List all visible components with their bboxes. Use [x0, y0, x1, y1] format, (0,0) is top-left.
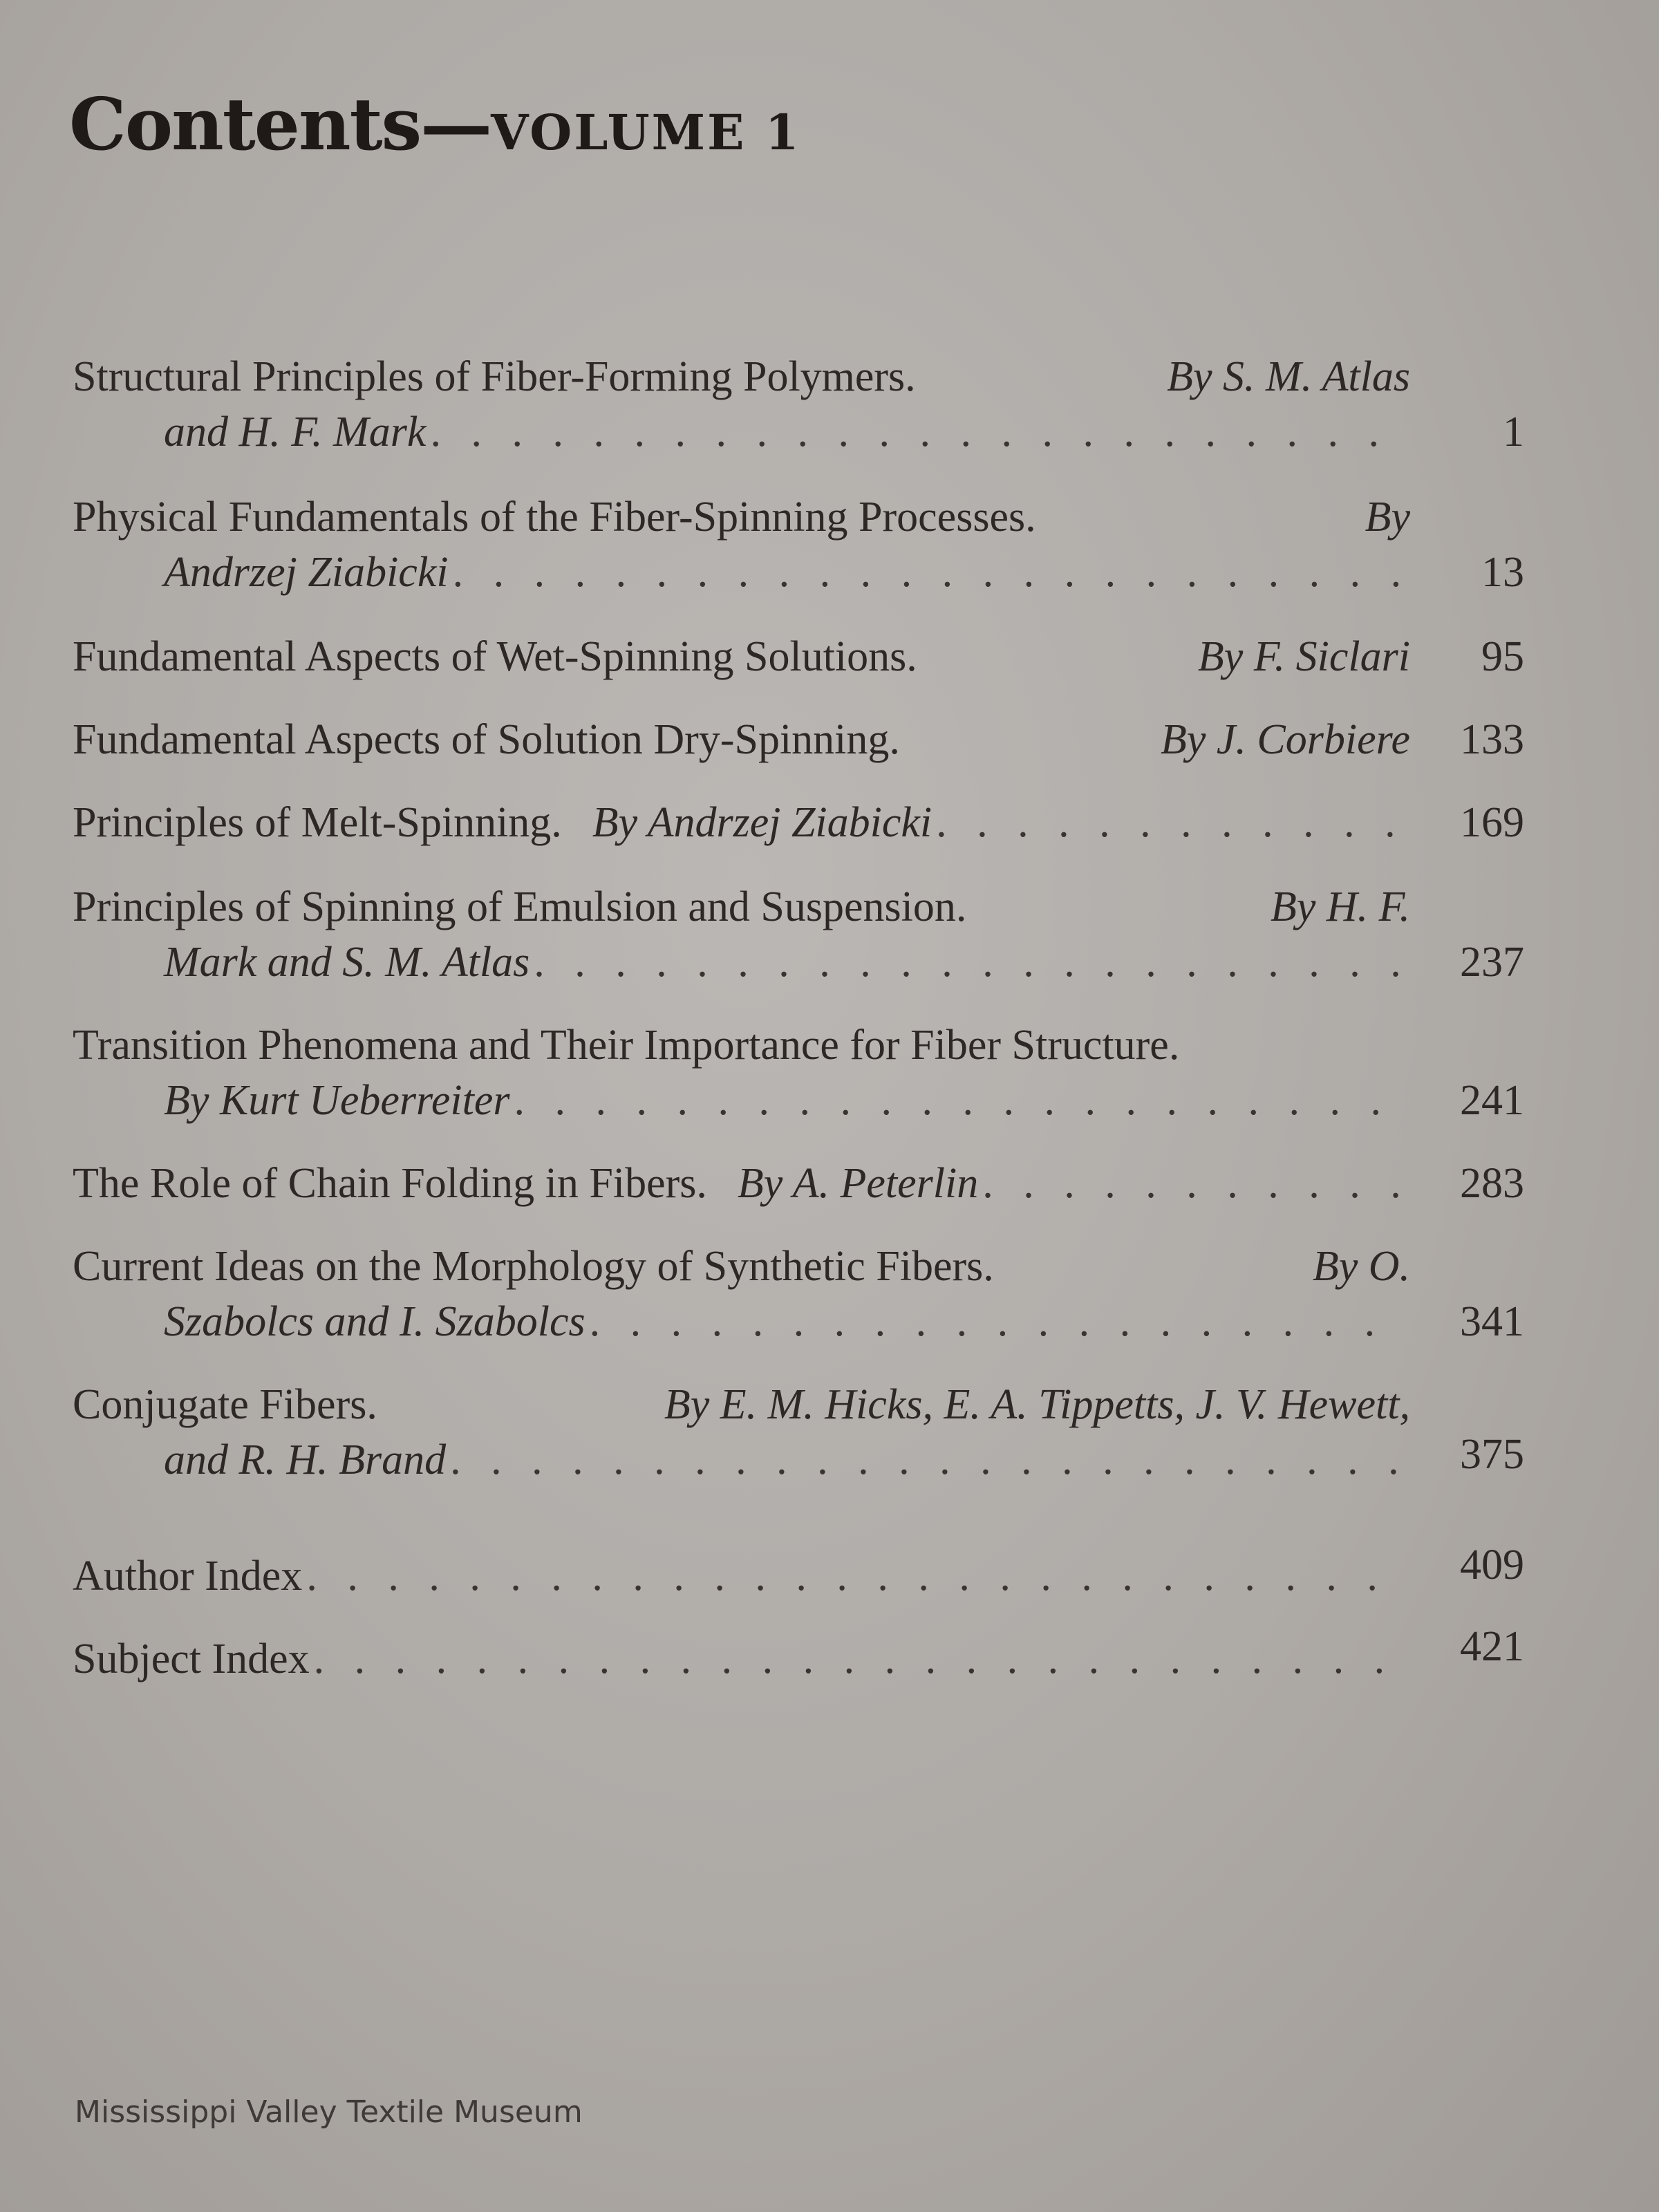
- toc-entry: [73, 795, 1410, 850]
- title-contents: Contents—: [69, 82, 491, 167]
- index-title: Subject Index: [73, 1635, 310, 1683]
- museum-watermark: Mississippi Valley Textile Museum: [75, 2094, 583, 2130]
- toc-entry: [73, 712, 1410, 767]
- index-entry: [73, 1548, 1410, 1604]
- entry-title: Fundamental Aspects of Solution Dry-Spinning.: [73, 716, 900, 763]
- entry-author: Andrzej Ziabicki: [164, 549, 449, 596]
- entry-page-number: 241: [1460, 1077, 1524, 1124]
- entry-title: Physical Fundamentals of the Fiber-Spinning Processes.: [73, 494, 1036, 541]
- toc-entry: [73, 349, 1410, 460]
- dot-leader: [590, 1294, 1402, 1349]
- dot-leader: [306, 1548, 1402, 1604]
- entry-title: Principles of Melt-Spinning.: [73, 799, 562, 846]
- toc-entry: [73, 1377, 1410, 1488]
- index-page-number: 421: [1460, 1623, 1524, 1670]
- entry-title: Structural Principles of Fiber-Forming Polymers.: [73, 353, 916, 400]
- entry-title: The Role of Chain Folding in Fibers.: [73, 1160, 707, 1207]
- entry-page-number: 133: [1460, 716, 1524, 763]
- entry-author: By: [1365, 494, 1410, 541]
- dot-leader: [430, 404, 1402, 460]
- dot-leader: [534, 935, 1402, 990]
- entry-author: By J. Corbiere: [1161, 716, 1410, 763]
- entry-page-number: 341: [1460, 1298, 1524, 1345]
- entry-author: By S. M. Atlas: [1167, 353, 1410, 400]
- entry-author: By A. Peterlin: [737, 1160, 979, 1207]
- entry-author: and R. H. Brand: [164, 1436, 447, 1483]
- toc-entry: [73, 1018, 1410, 1128]
- entry-author: Szabolcs and I. Szabolcs: [164, 1298, 585, 1345]
- dot-leader: [314, 1631, 1402, 1687]
- toc-entry: [73, 1156, 1410, 1211]
- entry-author: and H. F. Mark: [164, 409, 427, 456]
- dot-leader: [453, 545, 1402, 600]
- entry-title: Principles of Spinning of Emulsion and Suspension.: [73, 883, 967, 930]
- dot-leader: [450, 1432, 1402, 1488]
- entry-page-number: 283: [1460, 1160, 1524, 1207]
- entry-page-number: 1: [1503, 409, 1524, 456]
- toc-entry: [73, 879, 1410, 990]
- entry-author: By F. Siclari: [1197, 633, 1410, 680]
- entry-page-number: 375: [1460, 1431, 1524, 1478]
- index-page-number: 409: [1460, 1541, 1524, 1588]
- entry-page-number: 95: [1481, 633, 1524, 680]
- entry-page-number: 169: [1460, 799, 1524, 846]
- index-entry: [73, 1631, 1410, 1687]
- entry-author: Mark and S. M. Atlas: [164, 939, 530, 986]
- entry-author: By Andrzej Ziabicki: [592, 799, 932, 846]
- dot-leader: [936, 795, 1402, 850]
- entry-title: Conjugate Fibers.: [73, 1381, 377, 1428]
- index-title: Author Index: [73, 1553, 303, 1600]
- entry-author: By H. F.: [1270, 883, 1410, 930]
- toc-entry: [73, 1239, 1410, 1349]
- title-volume: VOLUME 1: [491, 104, 801, 161]
- entry-page-number: 237: [1460, 939, 1524, 986]
- toc-entry: [73, 489, 1410, 600]
- dot-leader: [982, 1156, 1402, 1211]
- dot-leader: [514, 1073, 1402, 1128]
- entry-title: Fundamental Aspects of Wet-Spinning Solutions.: [73, 633, 917, 680]
- entry-author: By Kurt Ueberreiter: [164, 1077, 510, 1124]
- entry-author: By O.: [1312, 1243, 1410, 1290]
- entry-page-number: 13: [1481, 549, 1524, 596]
- toc-entry: [73, 629, 1410, 684]
- entry-title: Transition Phenomena and Their Importance for Fiber Structure.: [73, 1022, 1180, 1069]
- entry-title: Current Ideas on the Morphology of Synthetic Fibers.: [73, 1243, 994, 1290]
- entry-author: By E. M. Hicks, E. A. Tippetts, J. V. Hewett,: [664, 1381, 1410, 1428]
